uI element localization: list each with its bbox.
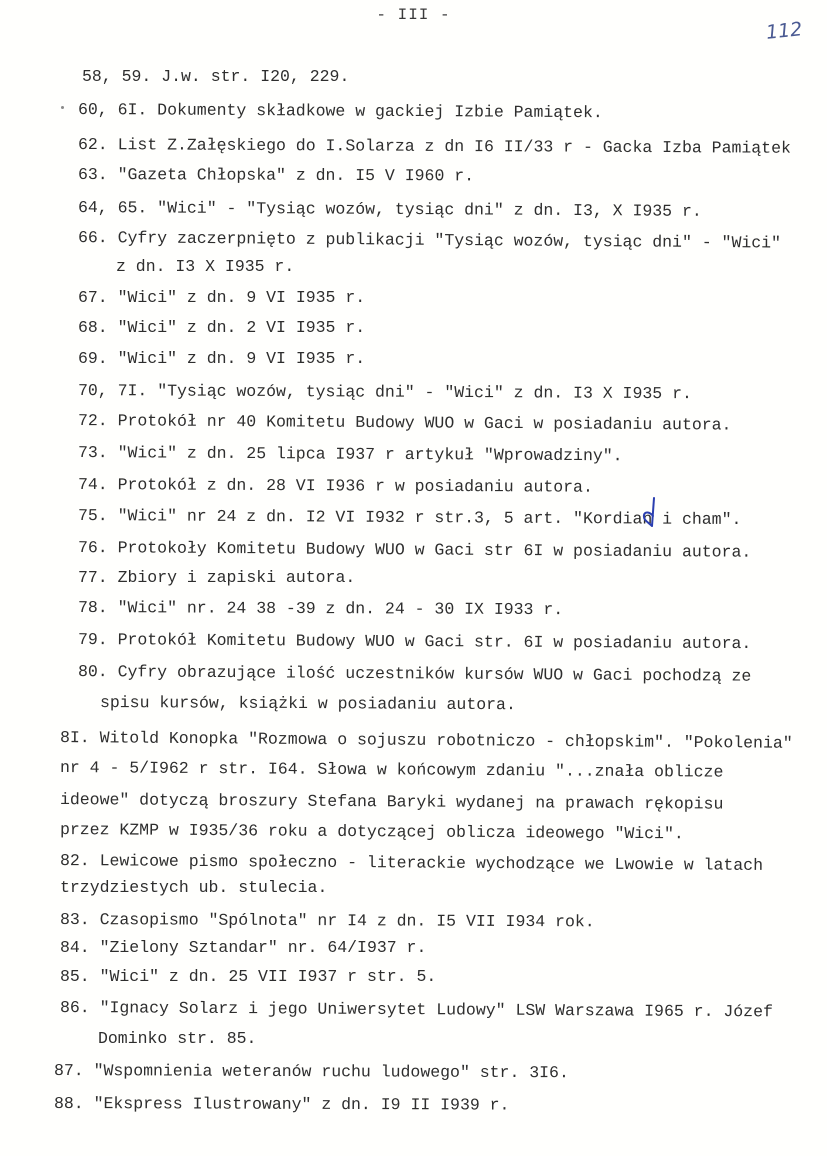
footnote-line: 69. "Wici" z dn. 9 VI I935 r. [78, 349, 366, 368]
footnote-continuation-line: trzydziestych ub. stulecia. [60, 878, 328, 897]
footnote-line: 70, 7I. "Tysiąc wozów, tysiąc dni" - "Wici" z dn. I3 X I935 r. [77, 381, 692, 404]
footnote-line: 80. Cyfry obrazujące ilość uczestników kursów WUO w Gaci pochodzą ze [77, 662, 752, 686]
page-number: - III - [376, 6, 451, 24]
footnote-continuation-line: spisu kursów, książki w posiadaniu autora. [99, 693, 516, 715]
footnote-line: 67. "Wici" z dn. 9 VI I935 r. [78, 288, 366, 307]
footnote-line: 62. List Z.Załęskiego do I.Solarza z dn I6 II/33 r - Gacka Izba Pamiątek [77, 135, 791, 158]
footnote-line: 82. Lewicowe pismo społeczno - literackie wychodzące we Lwowie w latach [59, 851, 764, 875]
footnote-line: 73. "Wici" z dn. 25 lipca I937 r artykuł "Wprowadziny". [77, 443, 623, 466]
footnote-continuation-line: przez KZMP w I935/36 roku a dotyczącej oblicza ideowego "Wici". [59, 820, 684, 844]
footnote-line: 75. "Wici" nr 24 z dn. I2 VI I932 r str.3, 5 art. "Kordian i cham". [77, 506, 742, 530]
footnote-continuation-line: ideowe" dotyczą broszury Stefana Baryki wydanej na prawach rękopisu [59, 790, 724, 814]
handwritten-correction-mark [640, 496, 662, 530]
footnote-line: 76. Protokoły Komitetu Budowy WUO w Gaci str 6I w posiadaniu autora. [77, 538, 752, 562]
footnote-line: 78. "Wici" nr. 24 38 -39 z dn. 24 - 30 IX I933 r. [77, 598, 564, 620]
footnote-line: 60, 6I. Dokumenty składkowe w gackiej Izbie Pamiątek. [77, 100, 603, 123]
footnote-line: 68. "Wici" z dn. 2 VI I935 r. [78, 318, 366, 337]
footnote-line: 85. "Wici" z dn. 25 VII I937 r str. 5. [60, 967, 437, 986]
footnote-continuation-line: nr 4 - 5/I962 r str. I64. Słowa w końcowym zdaniu "...znała oblicze [59, 758, 724, 782]
footnote-line: 63. "Gazeta Chłopska" z dn. I5 V I960 r. [77, 165, 475, 186]
footnote-line: 64, 65. "Wici" - "Tysiąc wozów, tysiąc dni" z dn. I3, X I935 r. [77, 198, 702, 221]
handwritten-folio-number: 112 [764, 18, 804, 44]
footnote-line: 86. "Ignacy Solarz i jego Uniwersytet Ludowy" LSW Warszawa I965 r. Józef [59, 998, 773, 1022]
footnote-line: 58, 59. J.w. str. I20, 229. [82, 67, 350, 86]
footnote-line: 77. Zbiory i zapiski autora. [78, 568, 356, 587]
footnote-line: 66. Cyfry zaczerpnięto z publikacji "Tysiąc wozów, tysiąc dni" - "Wici" [77, 228, 782, 253]
footnote-line: 74. Protokół z dn. 28 VI I936 r w posiadaniu autora. [77, 475, 593, 497]
footnote-continuation-line: z dn. I3 X I935 r. [116, 257, 295, 276]
footnote-line: 83. Czasopismo "Spólnota" nr I4 z dn. I5 VII I934 rok. [59, 910, 595, 932]
footnote-line: 8I. Witold Konopka "Rozmowa o sojuszu robotniczo - chłopskim". "Pokolenia" [59, 728, 793, 753]
footnote-line: 88. "Ekspress Ilustrowany" z dn. I9 II I939 r. [53, 1094, 510, 1115]
footnote-continuation-line: Dominko str. 85. [98, 1029, 257, 1048]
footnote-line: 79. Protokół Komitetu Budowy WUO w Gaci str. 6I w posiadaniu autora. [77, 630, 752, 654]
footnote-line: 87. "Wspomnienia weteranów ruchu ludowego" str. 3I6. [53, 1061, 569, 1083]
footnote-line: 84. "Zielony Sztandar" nr. 64/I937 r. [60, 938, 427, 957]
footnote-line: 72. Protokół nr 40 Komitetu Budowy WUO w Gaci w posiadaniu autora. [77, 411, 732, 435]
margin-speck [61, 106, 64, 109]
